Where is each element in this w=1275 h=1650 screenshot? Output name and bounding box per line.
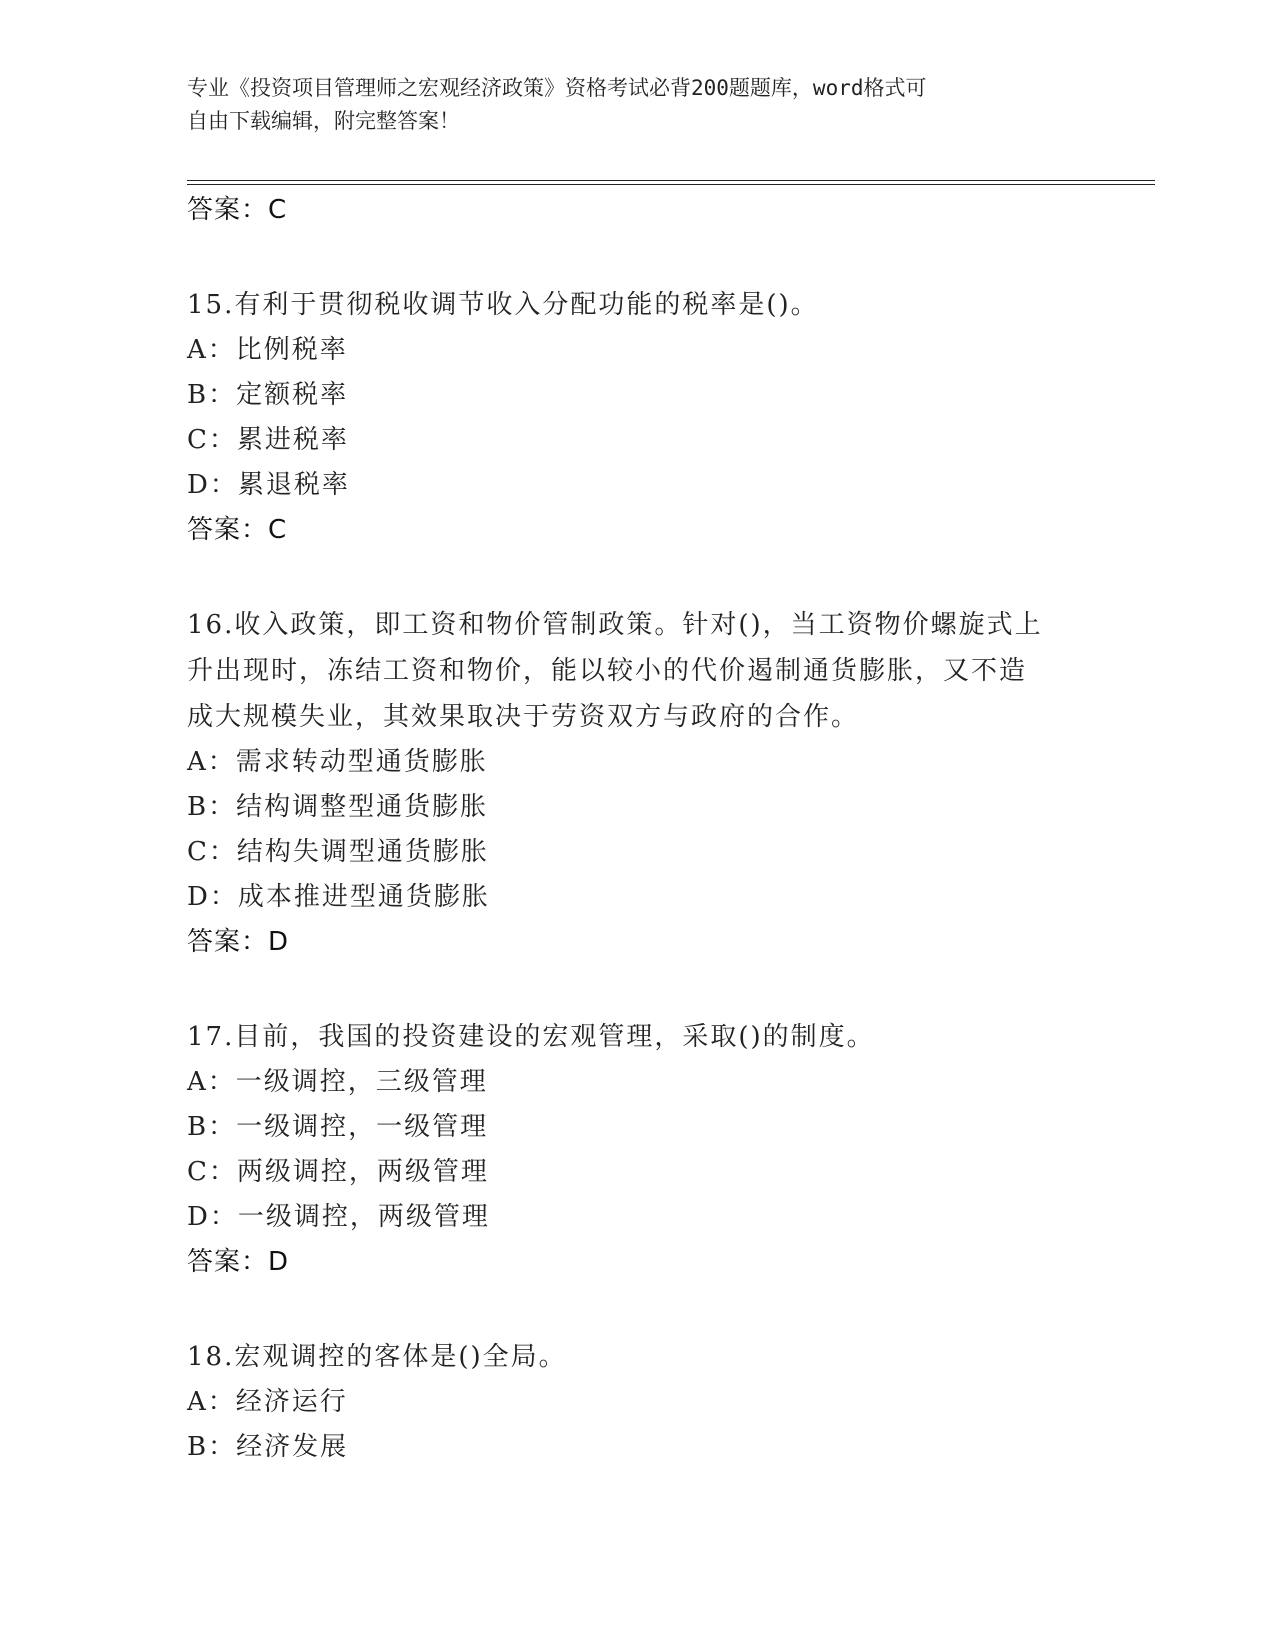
document-header [187, 72, 1067, 138]
option-b: B：经济发展 [187, 1432, 349, 1462]
question-18 [187, 1334, 1067, 1470]
option-b: B：一级调控，一级管理 [187, 1112, 489, 1142]
header-divider-top [187, 180, 1155, 181]
option-a: A：需求转动型通货膨胀 [187, 747, 488, 777]
option-d: D：累退税率 [187, 470, 350, 500]
option-c: C：累进税率 [187, 425, 349, 455]
header-line-2: 自由下载编辑，附完整答案！ [187, 109, 460, 133]
option-b: B：定额税率 [187, 380, 349, 410]
question-stem: 18.宏观调控的客体是()全局。 [187, 1342, 567, 1372]
answer-label: 答案：D [187, 927, 290, 957]
option-c: C：两级调控，两级管理 [187, 1157, 489, 1187]
question-stem: 15.有利于贯彻税收调节收入分配功能的税率是()。 [187, 290, 819, 320]
question-stem: 17.目前，我国的投资建设的宏观管理，采取()的制度。 [187, 1022, 875, 1052]
option-a: A：一级调控，三级管理 [187, 1067, 488, 1097]
question-17 [187, 1014, 1067, 1284]
option-d: D：一级调控，两级管理 [187, 1202, 490, 1232]
answer-label: 答案：C [187, 515, 288, 545]
question-15 [187, 282, 1067, 552]
previous-answer: 答案：C [187, 195, 288, 225]
option-b: B：结构调整型通货膨胀 [187, 792, 489, 822]
question-stem-line-1: 16.收入政策，即工资和物价管制政策。针对()，当工资物价螺旋式上 [187, 610, 1043, 640]
option-d: D：成本推进型通货膨胀 [187, 882, 490, 912]
question-list [187, 188, 1067, 1470]
option-a: A：比例税率 [187, 335, 348, 365]
option-a: A：经济运行 [187, 1387, 348, 1417]
answer-label: 答案：D [187, 1247, 290, 1277]
header-line-1: 专业《投资项目管理师之宏观经济政策》资格考试必背200题题库，word格式可 [187, 76, 927, 100]
question-stem-line-3: 成大规模失业，其效果取决于劳资双方与政府的合作。 [187, 702, 860, 732]
question-stem-line-2: 升出现时，冻结工资和物价，能以较小的代价遏制通货膨胀，又不造 [187, 656, 1028, 686]
option-c: C：结构失调型通货膨胀 [187, 837, 489, 867]
header-divider-bottom [187, 184, 1155, 185]
question-16 [187, 602, 1067, 964]
